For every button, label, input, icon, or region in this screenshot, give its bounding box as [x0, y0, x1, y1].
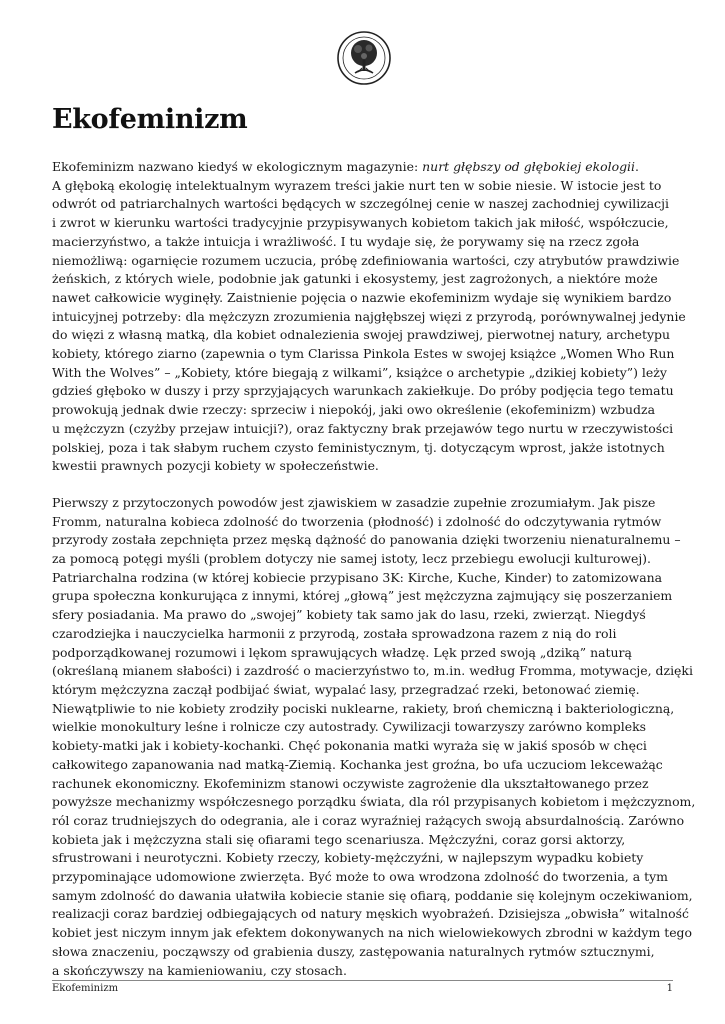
text-line: wielkie monokultury leśne i rolnicze czy autostrady. Cywilizacji towarzyszy zarówno kompleks — [52, 719, 646, 735]
text-line: całkowitego zapanowania nad matką-Ziemią. Kochanka jest groźna, bo ufa uczuciom lekceważąc — [52, 756, 663, 772]
text-line: sfrustrowani i neurotyczni. Kobiety rzeczy, kobiety-mężczyźni, w najlepszym wypadku kobiety — [52, 850, 644, 866]
text-line: słowa znaczeniu, począwszy od grabienia duszy, zastępowania naturalnych rytmów sztucznymi, — [52, 943, 655, 959]
text-line: za pomocą potęgi myśli (problem dotyczy nie samej istoty, lecz przebiegu ewolucji kulturowej). — [52, 551, 651, 567]
text-line: powyższe mechanizmy współczesnego porządku świata, dla ról przypisanych kobietom i mężczyznom, — [52, 794, 696, 810]
text-line: ról coraz trudniejszych do odegrania, ale i coraz wyraźniej rażących swoją absurdalnością. Zarówno — [52, 812, 685, 828]
text-line: Niewątpliwie to nie kobiety zrodziły pociski nuklearne, rakiety, broń chemiczną i bakteriologiczną, — [52, 700, 675, 716]
text-line: sfery posiadania. Ma prawo do „swojej” kobiety tak samo jak do lasu, rzeki, zwierząt. Niegdyś — [52, 607, 646, 623]
document-title: Ekofeminizm — [52, 104, 248, 135]
text-line: intuicyjnej potrzeby: dla mężczyzn zrozumienia najgłębszej więzi z przyrodą, porównywalnej jedynie — [52, 308, 686, 324]
paragraph-1 — [52, 158, 686, 476]
text-line: Pierwszy z przytoczonych powodów jest zjawiskiem w zasadzie zupełnie zrozumiałym. Jak pisze — [52, 494, 656, 510]
text-line: kobiet jest niczym innym jak efektem dokonywanych na nich wielowiekowych zbrodni w każdym tego — [52, 925, 693, 941]
text-line: i zwrot w kierunku wartości tradycyjnie przypisywanych kobietom takich jak miłość, współczucie, — [52, 215, 669, 231]
text-line: podporządkowanej rozumowi i lękom sprawujących władzę. Lęk przed swoją „dziką” naturą — [52, 644, 632, 660]
text-line: prowokują jednak dwie rzeczy: sprzeciw i niepokój, jaki owo określenie (ekofeminizm) wzbudza — [52, 402, 655, 418]
text-line: With the Wolves” – „Kobiety, które biegają z wilkami”, książce o archetypie „dzikiej kobiety”) leży — [52, 364, 667, 380]
text-line: polskiej, poza i tak słabym ruchem czysto feministycznym, tj. dotyczącym wprost, jakże istotnych — [52, 439, 665, 455]
text-line: realizacji coraz bardziej odbiegających od natury męskich wyobrażeń. Dzisiejsza „obwisła” witalność — [52, 906, 689, 922]
emphasis-quote: nurt głębszy od głębokiej ekologii — [422, 159, 635, 174]
text-line: A głęboką ekologię intelektualnym wyrazem treści jakie nurt ten w sobie niesie. W istocie jest to — [52, 177, 662, 193]
footer-title: Ekofeminizm — [52, 983, 119, 994]
text-line: Fromm, naturalna kobieca zdolność do tworzenia (płodność) i zdolność do odczytywania rytmów — [52, 513, 662, 529]
document-body — [52, 158, 696, 998]
text-line: którym mężczyzna zaczął podbijać świat, wypalać lasy, przegradzać rzeki, betonować ziemię. — [52, 681, 640, 697]
text-line: samym zdolność do dawania ułatwiła kobiecie stanie się ofiarą, poddanie się kolejnym oczekiwaniom, — [52, 887, 693, 903]
text-line: (określaną mianem słabości) i zazdrość o macierzyństwo to, m.in. według Fromma, motywacje, dzięki — [52, 663, 693, 679]
text-run: Ekofeminizm nazwano kiedyś w ekologicznym magazynie: — [52, 159, 423, 174]
text-line: gdzieś głęboko w duszy i przy sprzyjających warunkach zakiełkuje. Do próby podjęcia tego tematu — [52, 383, 674, 399]
text-line: odwrót od patriarchalnych wartości będących w szczególnej cenie w naszej zachodniej cywilizacji — [52, 196, 669, 212]
page-number: 1 — [666, 983, 673, 994]
text-line: rachunek ekonomiczny. Ekofeminizm stanowi oczywiste zagrożenie dla ukształtowanego przez — [52, 775, 649, 791]
footer-divider — [52, 980, 673, 981]
text-line: przyrody została zepchnięta przez męską dążność do panowania dzięki tworzeniu nienaturalnemu – — [52, 532, 681, 548]
text-line: grupa społeczna konkurująca z innymi, której „głową” jest mężczyzna zajmujący się poszerzaniem — [52, 588, 673, 604]
text-line — [52, 159, 639, 174]
text-line: czarodziejka i nauczycielka harmonii z przyrodą, została sprowadzona razem z nią do roli — [52, 625, 617, 641]
text-line: niemożliwą: ogarnięcie rozumem uczucia, próbę zdefiniowania wartości, czy atrybutów prawdziwie — [52, 252, 680, 268]
text-line: a skończywszy na kamieniowaniu, czy stosach. — [52, 962, 347, 978]
text-line: u mężczyzn (czyżby przejaw intuicji?), oraz faktyczny brak przejawów tego nurtu w rzeczywistości — [52, 420, 674, 436]
text-line: kobiety, którego ziarno (zapewnia o tym Clarissa Pinkola Estes w swojej książce „Women Who Run — [52, 346, 675, 362]
text-line: Patriarchalna rodzina (w której kobiecie przypisano 3K: Kirche, Kuche, Kinder) to zatomizowana — [52, 569, 663, 585]
text-line: do więzi z własną matką, dla kobiet odnalezienia swojej prawdziwej, pierwotnej natury, archetypu — [52, 327, 671, 343]
text-line: żeńskich, z których wiele, podobnie jak gatunki i ekosystemy, jest zagrożonych, a niektóre może — [52, 271, 658, 287]
text-line: macierzyństwo, a także intuicja i wrażliwość. I tu wydaje się, że porywamy się na rzecz zgoła — [52, 233, 640, 249]
text-line: nawet całkowicie wyginęły. Zaistnienie pojęcia o nazwie ekofeminizm wydaje się wynikiem bardzo — [52, 289, 672, 305]
text-line: kobiety-matki jak i kobiety-kochanki. Chęć pokonania matki wyraża się w jakiś sposób w chęci — [52, 738, 647, 754]
text-line: przypominające udomowione zwierzęta. Być może to owa wrodzona zdolność do tworzenia, a tym — [52, 869, 668, 885]
text-run: . — [634, 159, 639, 174]
paragraph-2 — [52, 494, 696, 980]
text-line: kobieta jak i mężczyzna stali się ofiarami tego scenariusza. Mężczyźni, coraz gorsi aktorzy, — [52, 831, 626, 847]
tree-seal-logo — [336, 30, 392, 86]
text-line: kwestii prawnych pozycji kobiety w społeczeństwie. — [52, 458, 379, 474]
